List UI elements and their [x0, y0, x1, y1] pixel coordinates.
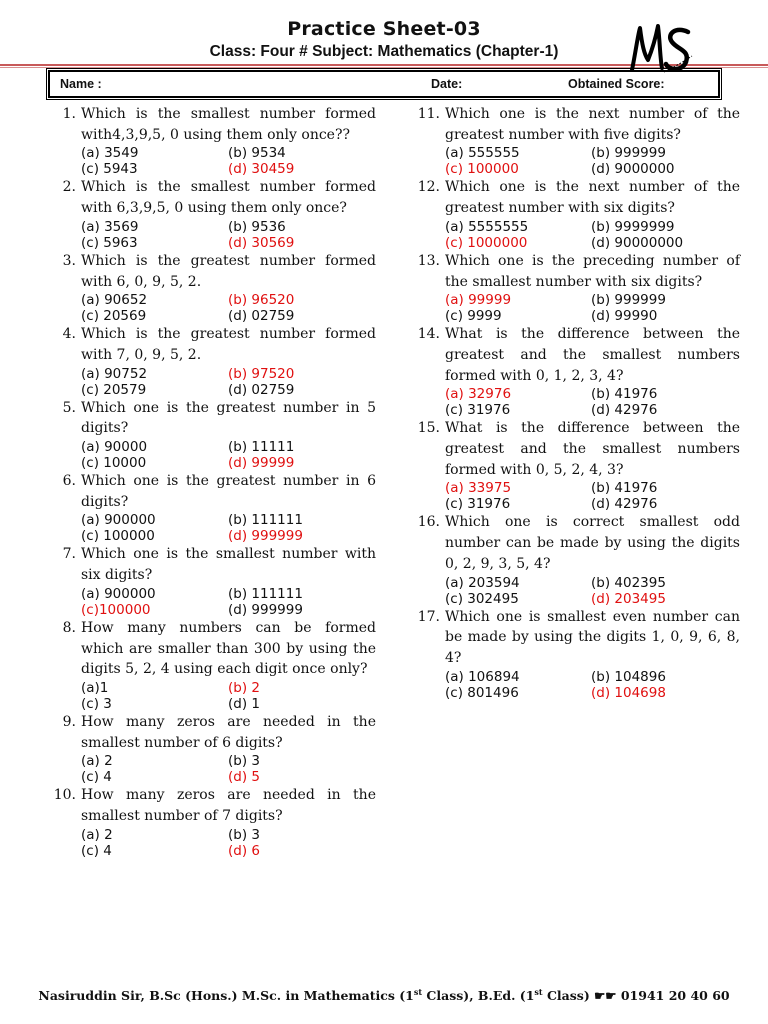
answer-option: (b) 999999 — [591, 145, 666, 162]
answer-option: (a) 900000 — [81, 512, 156, 529]
page-title: Practice Sheet-03 — [287, 18, 481, 40]
answer-option-correct: (d) 6 — [228, 842, 260, 859]
question-text: Which one is smallest even number can be made by using the digits 1, 0, 9, 6, 8, 4? — [445, 608, 740, 666]
date-label: Date: — [431, 77, 463, 91]
question-text: Which is the smallest number formed with4,3,9,5, 0 using them only once?? — [81, 106, 376, 143]
answer-option: (b) 3 — [228, 753, 260, 770]
answer-option: (d) 9000000 — [591, 161, 675, 178]
question-number: 16. — [417, 514, 440, 531]
answer-option: (c) 20579 — [81, 381, 147, 398]
question-text: Which one is the next number of the greatest number with six digits? — [445, 179, 740, 217]
question-item — [44, 251, 376, 324]
question-number: 13. — [417, 252, 440, 269]
answer-option-correct: (d) 30569 — [228, 234, 295, 251]
answer-option: (b) 111111 — [228, 512, 303, 529]
answer-option: (c) 801496 — [445, 684, 519, 701]
answer-option: (a) 203594 — [445, 574, 520, 591]
question-text: Which is the smallest number formed with 6,3,9,5, 0 using them only once? — [81, 179, 376, 217]
question-number: 14. — [417, 326, 440, 343]
question-number: 6. — [62, 473, 76, 490]
answer-option: (d) 02759 — [228, 381, 295, 398]
question-number: 7. — [62, 546, 76, 563]
answer-option: (d) 42976 — [591, 496, 658, 513]
question-item — [44, 712, 376, 785]
answer-option: (d) 99990 — [591, 308, 658, 325]
answer-option-correct: (c) 1000000 — [445, 234, 528, 251]
answer-option: (c) 4 — [81, 842, 112, 859]
right-question-column — [412, 104, 740, 701]
answer-option: (c) 5963 — [81, 234, 138, 251]
question-text: Which one is the greatest number in 6 digits? — [81, 473, 376, 510]
answer-option: (c) 3 — [81, 695, 112, 712]
answer-option-correct: (d) 30459 — [228, 161, 295, 178]
question-item — [412, 177, 740, 250]
answer-option: (d) 999999 — [228, 601, 303, 618]
question-number: 10. — [53, 787, 76, 804]
question-text: Which one is the smallest number with six digits? — [81, 546, 376, 584]
question-number: 4. — [62, 326, 76, 343]
answer-option: (c) 31976 — [445, 496, 511, 513]
answer-option: (c) 20569 — [81, 308, 147, 325]
question-item — [412, 324, 740, 418]
answer-option: (a) 900000 — [81, 585, 156, 602]
question-item — [412, 418, 740, 512]
question-number: 5. — [62, 399, 76, 416]
answer-option: (b) 9534 — [228, 145, 286, 162]
name-label: Name : — [60, 77, 102, 91]
answer-option: (c) 5943 — [81, 161, 138, 178]
answer-option-correct: (d) 999999 — [228, 528, 303, 545]
question-number: 1. — [62, 106, 76, 122]
answer-option-correct: (b) 96520 — [228, 292, 295, 309]
answer-option: (b) 104896 — [591, 668, 666, 685]
page-subtitle: Class: Four # Subject: Mathematics (Chapter-1) — [209, 43, 559, 60]
question-item — [412, 512, 740, 606]
question-item — [44, 544, 376, 617]
question-number: 12. — [417, 179, 440, 196]
answer-option: (b) 3 — [228, 826, 260, 843]
answer-option-correct: (b) 2 — [228, 679, 260, 696]
question-number: 15. — [417, 420, 440, 437]
question-item — [44, 785, 376, 858]
question-text: How many zeros are needed in the smallest number of 6 digits? — [81, 713, 376, 751]
answer-option: (c) 31976 — [445, 402, 511, 419]
score-label: Obtained Score: — [568, 77, 665, 91]
answer-option: (c) 4 — [81, 769, 112, 786]
footer-part2: Class), B.Ed. (1 — [422, 988, 535, 1004]
answer-option: (d) 42976 — [591, 402, 658, 419]
question-number: 9. — [62, 713, 76, 730]
question-text: Which one is the preceding number of the smallest number with six digits? — [445, 252, 740, 290]
footer-sup2: st — [534, 987, 543, 997]
question-number: 11. — [417, 106, 440, 122]
question-item — [44, 471, 376, 544]
answer-option: (a) 555555 — [445, 145, 520, 162]
answer-option: (b) 41976 — [591, 386, 658, 403]
answer-option: (c) 100000 — [81, 528, 155, 545]
question-text: What is the difference between the greatest and the smallest numbers formed with 0, 1, 2, 3, 4? — [445, 326, 740, 384]
answer-option: (a) 3569 — [81, 218, 139, 235]
question-text: How many zeros are needed in the smallest number of 7 digits? — [81, 787, 376, 825]
answer-option: (b) 999999 — [591, 292, 666, 309]
question-text: What is the difference between the greatest and the smallest numbers formed with 0, 5, 2, 4, 3? — [445, 420, 740, 478]
footer-part1: Nasiruddin Sir, B.Sc (Hons.) M.Sc. in Mathematics (1 — [38, 988, 414, 1004]
answer-option-correct: (d) 104698 — [591, 684, 666, 701]
answer-option-correct: (d) 5 — [228, 769, 260, 786]
answer-option: (c) 10000 — [81, 455, 147, 472]
answer-option-correct: (a) 33975 — [445, 480, 512, 497]
answer-option: (b) 9999999 — [591, 218, 675, 235]
question-number: 3. — [62, 252, 76, 269]
question-text: How many numbers can be formed which are smaller than 300 by using the digits 5, 2, 4 using each digit once only? — [81, 619, 376, 678]
left-question-column — [44, 104, 376, 859]
question-item — [44, 398, 376, 471]
question-item — [44, 324, 376, 397]
answer-option: (b) 41976 — [591, 480, 658, 497]
footer — [0, 987, 768, 1003]
question-number: 2. — [62, 179, 76, 196]
answer-option: (a) 5555555 — [445, 218, 529, 235]
answer-option: (a)1 — [81, 679, 109, 696]
answer-option: (a) 2 — [81, 826, 113, 843]
question-text: Which one is the greatest number in 5 digits? — [81, 399, 376, 437]
answer-option: (a) 90752 — [81, 365, 148, 382]
question-text: Which one is the next number of the greatest number with five digits? — [445, 106, 740, 143]
question-item — [412, 607, 740, 701]
answer-option: (c) 302495 — [445, 590, 519, 607]
answer-option: (a) 90000 — [81, 439, 148, 456]
answer-option: (a) 106894 — [445, 668, 520, 685]
answer-option: (d) 90000000 — [591, 234, 684, 251]
answer-option-correct: (d) 203495 — [591, 590, 666, 607]
answer-option: (d) 1 — [228, 695, 260, 712]
answer-option-correct: (c)100000 — [81, 601, 151, 618]
student-info-box — [48, 70, 720, 98]
question-item — [44, 177, 376, 250]
footer-part3: Class) ☛☛ 01941 20 40 60 — [542, 988, 730, 1004]
answer-option: (a) 3549 — [81, 145, 139, 162]
question-item — [412, 251, 740, 324]
question-text: Which one is correct smallest odd number can be made by using the digits 0, 2, 9, 3, 5, 4? — [445, 514, 740, 572]
question-number: 17. — [417, 608, 440, 625]
footer-sup1: st — [413, 987, 423, 997]
question-item — [44, 618, 376, 712]
question-text: Which is the greatest number formed with 6, 0, 9, 5, 2. — [81, 252, 376, 290]
answer-option: (b) 402395 — [591, 574, 666, 591]
question-item — [412, 104, 740, 177]
answer-option-correct: (a) 99999 — [445, 292, 512, 309]
question-number: 8. — [62, 619, 76, 636]
answer-option: (a) 90652 — [81, 292, 148, 309]
answer-option-correct: (d) 99999 — [228, 455, 295, 472]
answer-option: (b) 111111 — [228, 585, 303, 602]
answer-option: (c) 9999 — [445, 308, 502, 325]
answer-option-correct: (c) 100000 — [445, 161, 519, 178]
answer-option: (b) 11111 — [228, 439, 295, 456]
answer-option-correct: (a) 32976 — [445, 386, 512, 403]
question-text: Which is the greatest number formed with 7, 0, 9, 5, 2. — [81, 326, 376, 363]
answer-option: (a) 2 — [81, 753, 113, 770]
answer-option-correct: (b) 97520 — [228, 365, 295, 382]
answer-option: (b) 9536 — [228, 218, 286, 235]
question-item — [44, 104, 376, 177]
answer-option: (d) 02759 — [228, 308, 295, 325]
